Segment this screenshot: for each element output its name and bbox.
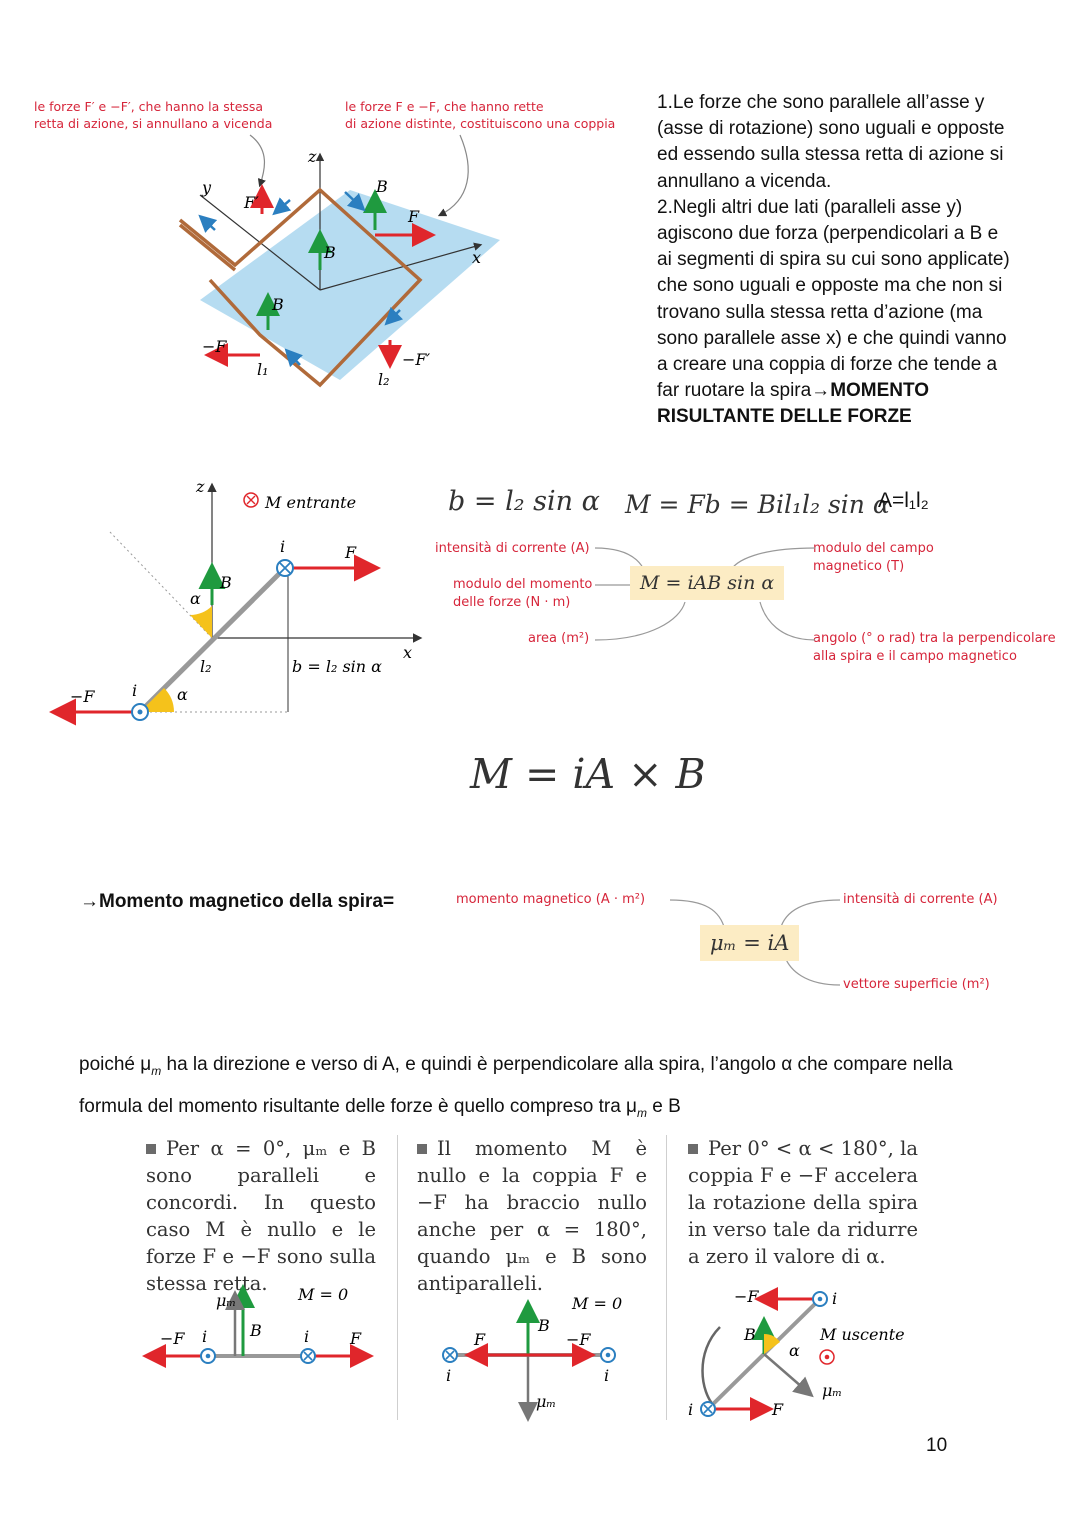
label-F-prime: F′ xyxy=(244,193,259,212)
section-diagram xyxy=(40,470,440,730)
loop-diagram xyxy=(140,130,640,420)
d2-B: B xyxy=(538,1316,550,1335)
note-right xyxy=(345,98,615,132)
d3-mu: μₘ xyxy=(822,1381,843,1400)
label-area: area (m²) xyxy=(528,631,590,646)
formula-cross: M = iA × B xyxy=(470,750,706,798)
label-mag-vector: vettore superficie (m²) xyxy=(843,977,990,992)
sec-label-i-bottom: i xyxy=(132,681,138,700)
label-mag-moment: momento magnetico (A · m²) xyxy=(456,892,646,907)
note-left xyxy=(34,98,272,132)
sec-label-b-formula: b = l₂ sin α xyxy=(292,657,382,676)
label-x: x xyxy=(472,248,482,267)
sec-label-i-top: i xyxy=(280,537,286,556)
sec-label-alpha-bottom: α xyxy=(177,685,188,704)
formula-M-main: M = iAB sin α xyxy=(630,566,784,600)
formula-mu: μₘ = iA xyxy=(700,925,799,961)
rotation-arc xyxy=(703,1327,721,1407)
explanation-p2: 2.Negli altri due lati (paralleli asse y) agiscono due forza (perpendicolari a B e ai segmenti di spira su cui sono applicate) che sono uguali e opposte ma che non si trovano sulla stessa retta d’azione (ma sono parallele asse x) e che quindi vanno a creare una coppia di forze che tende a far ruotare la spira→MOMENTO RISULTANTE DELLE FORZE xyxy=(657,196,1010,428)
d2-i-right: i xyxy=(604,1366,610,1385)
explanation xyxy=(657,90,1012,431)
sec-label-F: F xyxy=(345,543,357,562)
caption-1: Per α = 0°, μₘ e B sono paralleli e concordi. In questo caso M è nullo e le forze F e −F sono sulla stessa retta. xyxy=(146,1137,376,1295)
paragraph-line2: formula del momento risultante delle forze è quello compreso tra $\mu_m$ e B xyxy=(79,1095,681,1120)
d3-minus-F: −F xyxy=(734,1287,759,1306)
note-left-line2: retta di azione, si annullano a vicenda xyxy=(34,116,273,131)
pointer-right xyxy=(440,135,468,215)
diagram-alpha-180 xyxy=(430,1285,630,1425)
d1-F: F xyxy=(350,1329,362,1348)
magnetic-moment-heading: →Momento magnetico della spira= xyxy=(80,891,395,912)
divider-1 xyxy=(397,1135,398,1420)
label-B: B xyxy=(324,243,336,262)
sec-label-M-entrante: M entrante xyxy=(265,493,357,512)
label-field: modulo del campo magnetico (T) xyxy=(813,541,934,574)
d1-M0: M = 0 xyxy=(298,1285,349,1304)
d1-i-right: i xyxy=(304,1327,310,1346)
formula-A: A=l₁l₂ xyxy=(878,489,929,512)
d1-mu: μₘ xyxy=(216,1291,237,1310)
sec-label-minus-F: −F xyxy=(70,687,95,706)
d1-minus-F: −F xyxy=(160,1329,185,1348)
sec-label-B: B xyxy=(220,573,232,592)
d1-B: B xyxy=(250,1321,262,1340)
d2-mu: μₘ xyxy=(536,1392,557,1411)
paragraph-line1: poiché $\mu_m$ ha la direzione e verso di A, e quindi è perpendicolare alla spira, l’angolo α che compare nella xyxy=(79,1054,953,1078)
page-number: 10 xyxy=(926,1435,948,1456)
label-minus-F: −F xyxy=(202,337,227,356)
note-left-line1: le forze F′ e −F′, che hanno la stessa xyxy=(34,99,264,114)
diagram-alpha-between xyxy=(680,1282,920,1427)
d2-F: F xyxy=(474,1330,486,1349)
label-mag-current: intensità di corrente (A) xyxy=(843,892,998,907)
diagram-alpha-0 xyxy=(140,1280,380,1380)
caption-2: Il momento M è nullo e la coppia F e −F ha braccio nullo anche per α = 180°, quando μₘ e B sono antiparalleli. xyxy=(417,1137,647,1295)
d3-M-uscente: M uscente xyxy=(820,1325,905,1344)
label-angle: angolo (° o rad) tra la perpendicolare alla spira e il campo magnetico xyxy=(813,631,1056,664)
label-B3: B xyxy=(272,295,284,314)
d3-B: B xyxy=(744,1325,756,1344)
label-z: z xyxy=(308,147,317,166)
d3-i-top: i xyxy=(832,1289,838,1308)
d1-i-left: i xyxy=(202,1327,208,1346)
d2-M0: M = 0 xyxy=(572,1294,623,1313)
label-F: F xyxy=(408,207,420,226)
explanation-p1: 1.Le forze che sono parallele all’asse y (asse di rotazione) sono uguali e opposte ed essendo sulla stessa retta di azione si annullano a vicenda. xyxy=(657,92,1005,192)
d3-alpha: α xyxy=(789,1341,800,1360)
sec-label-z: z xyxy=(196,477,205,496)
label-y: y xyxy=(202,178,212,197)
divider-2 xyxy=(666,1135,667,1420)
label-B2: B xyxy=(376,177,388,196)
pointer-left xyxy=(250,135,264,185)
formula-M: M = Fb = Bil₁l₂ sin α xyxy=(625,490,890,519)
angle-top xyxy=(190,606,212,638)
paragraph xyxy=(79,1047,1019,1131)
sec-label-alpha-top: α xyxy=(190,589,201,608)
d3-F: F xyxy=(772,1400,784,1419)
sec-label-l2: l₂ xyxy=(200,657,212,676)
label-moment: modulo del momento delle forze (N · m) xyxy=(453,577,593,610)
caption-3: Per 0° < α < 180°, la coppia F e −F accelera la rotazione della spira in verso tale da ridurre a zero il valore di α. xyxy=(688,1137,918,1268)
d2-minus-F: −F xyxy=(566,1330,591,1349)
sec-label-x: x xyxy=(403,643,413,662)
d2-i-left: i xyxy=(446,1366,452,1385)
label-l1: l₁ xyxy=(257,360,269,379)
label-l2: l₂ xyxy=(378,370,390,389)
note-right-line1: le forze F e −F, che hanno rette xyxy=(345,99,544,114)
label-minus-F-prime: −F′ xyxy=(402,350,431,369)
d3-i-bottom: i xyxy=(688,1400,694,1419)
note-right-line2: di azione distinte, costituiscono una coppia xyxy=(345,116,616,131)
formula-b: b = l₂ sin α xyxy=(448,486,600,517)
label-current: intensità di corrente (A) xyxy=(435,541,590,556)
